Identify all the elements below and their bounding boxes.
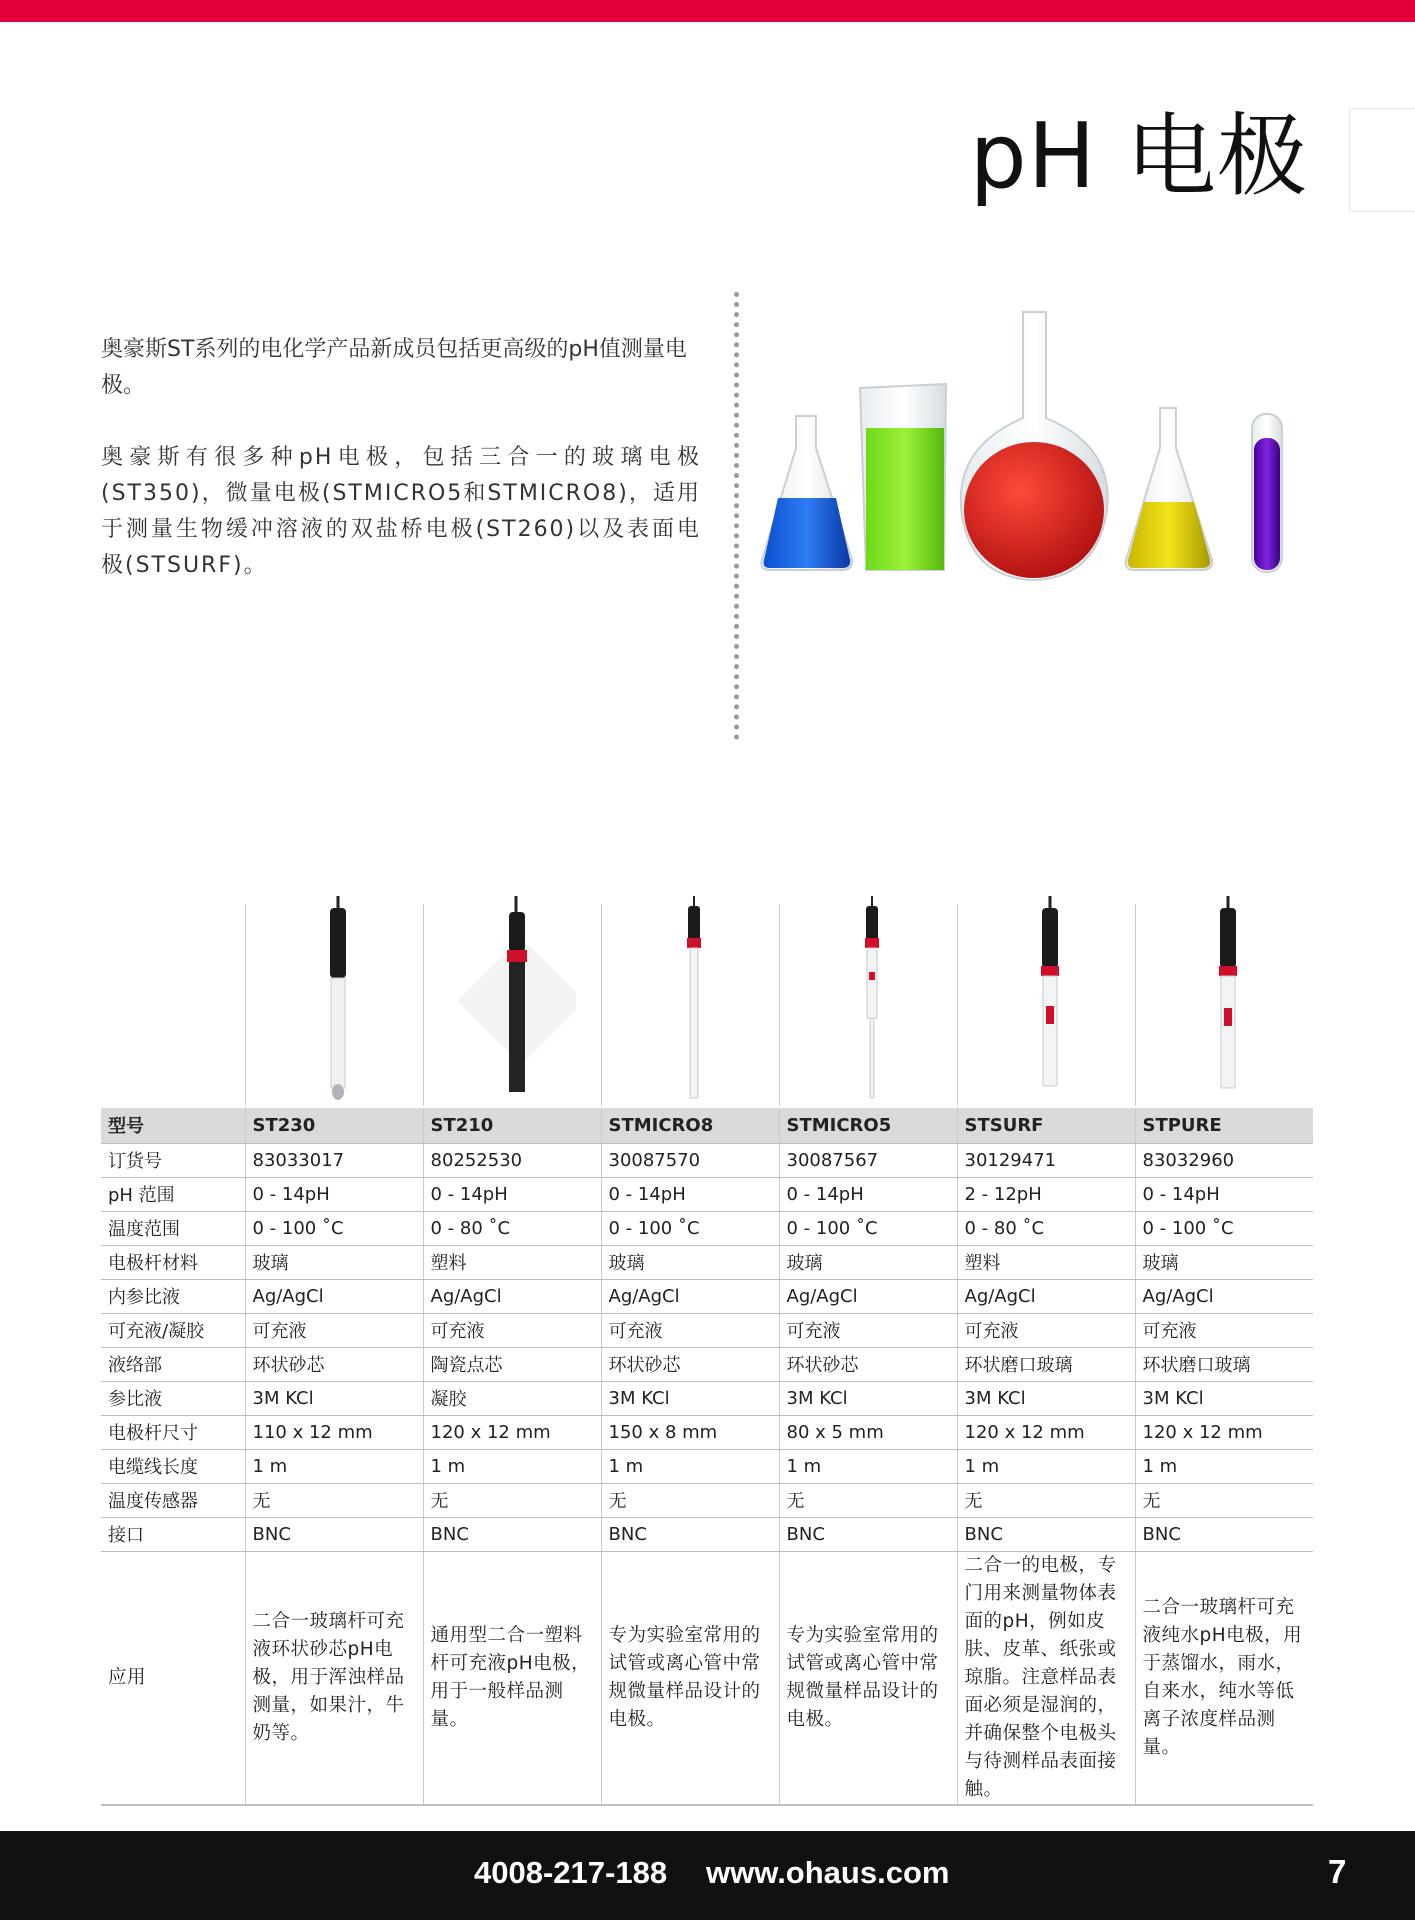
- table-cell: 0 - 80 ˚C: [423, 1211, 601, 1245]
- probe-column-divider: [1135, 904, 1136, 1106]
- table-cell: Ag/AgCl: [1135, 1279, 1313, 1313]
- electrode-image-st230: [278, 896, 398, 1106]
- table-row: [101, 1347, 1313, 1381]
- table-cell: 0 - 14pH: [601, 1177, 779, 1211]
- table-cell: 150 x 8 mm: [601, 1415, 779, 1449]
- table-cell: 3M KCl: [245, 1381, 423, 1415]
- probe-column-divider: [423, 904, 424, 1106]
- table-cell: Ag/AgCl: [957, 1279, 1135, 1313]
- table-cell: 陶瓷点芯: [423, 1347, 601, 1381]
- table-cell: 0 - 100 ˚C: [601, 1211, 779, 1245]
- table-cell: 可充液: [423, 1313, 601, 1347]
- table-cell: 无: [957, 1483, 1135, 1517]
- table-cell: Ag/AgCl: [423, 1279, 601, 1313]
- row-label: 温度范围: [101, 1211, 245, 1245]
- header-label: 型号: [101, 1108, 245, 1143]
- table-cell: 1 m: [423, 1449, 601, 1483]
- table-cell: BNC: [601, 1517, 779, 1551]
- table-cell: 环状磨口玻璃: [957, 1347, 1135, 1381]
- table-cell: 0 - 14pH: [245, 1177, 423, 1211]
- table-cell: 1 m: [1135, 1449, 1313, 1483]
- row-label: 接口: [101, 1517, 245, 1551]
- application-cell: 二合一的电极，专门用来测量物体表面的pH，例如皮肤、皮革、纸张或琼脂。注意样品表面必须是湿润的，并确保整个电极头与待测样品表面接触。: [957, 1551, 1135, 1805]
- table-cell: 玻璃: [601, 1245, 779, 1279]
- table-cell: 可充液: [779, 1313, 957, 1347]
- electrode-image-stmicro8: [634, 896, 754, 1106]
- table-cell: 0 - 80 ˚C: [957, 1211, 1135, 1245]
- table-row: [101, 1517, 1313, 1551]
- probe-column-divider: [957, 904, 958, 1106]
- table-cell: 塑料: [423, 1245, 601, 1279]
- table-cell: BNC: [779, 1517, 957, 1551]
- table-cell: 0 - 100 ˚C: [779, 1211, 957, 1245]
- application-cell: 专为实验室常用的试管或离心管中常规微量样品设计的电极。: [601, 1551, 779, 1805]
- table-row: [101, 1177, 1313, 1211]
- row-label: 电缆线长度: [101, 1449, 245, 1483]
- electrode-image-stsurf: [990, 896, 1110, 1106]
- probe-column-divider: [601, 904, 602, 1106]
- table-cell: 无: [1135, 1483, 1313, 1517]
- row-label: pH 范围: [101, 1177, 245, 1211]
- table-cell: 环状砂芯: [245, 1347, 423, 1381]
- table-cell: 30087570: [601, 1143, 779, 1177]
- table-row: [101, 1449, 1313, 1483]
- table-cell: 0 - 14pH: [1135, 1177, 1313, 1211]
- table-cell: Ag/AgCl: [779, 1279, 957, 1313]
- model-header: ST210: [423, 1108, 601, 1143]
- table-row: [101, 1381, 1313, 1415]
- footer-phone: 4008-217-188: [474, 1855, 668, 1890]
- dotted-divider: [734, 292, 739, 740]
- intro-paragraph-2: 奥豪斯有很多种pH电极，包括三合一的玻璃电极(ST350)，微量电极(STMICRO5和STMICRO8)，适用于测量生物缓冲溶液的双盐桥电极(ST260)以及表面电极(STSURF)。: [101, 445, 701, 578]
- probe-column-divider: [779, 904, 780, 1106]
- table-cell: 可充液: [957, 1313, 1135, 1347]
- table-header-row: [101, 1108, 1313, 1143]
- table-cell: 83033017: [245, 1143, 423, 1177]
- table-cell: 无: [779, 1483, 957, 1517]
- table-cell: 30087567: [779, 1143, 957, 1177]
- probe-column-divider: [245, 904, 246, 1106]
- row-label: 应用: [101, 1551, 245, 1805]
- row-label: 电极杆尺寸: [101, 1415, 245, 1449]
- table-cell: 0 - 14pH: [779, 1177, 957, 1211]
- table-cell: 无: [423, 1483, 601, 1517]
- table-row: [101, 1415, 1313, 1449]
- model-header: STMICRO5: [779, 1108, 957, 1143]
- table-cell: Ag/AgCl: [245, 1279, 423, 1313]
- table-cell: 3M KCl: [779, 1381, 957, 1415]
- table-row: [101, 1211, 1313, 1245]
- table-cell: 玻璃: [1135, 1245, 1313, 1279]
- table-cell: 1 m: [957, 1449, 1135, 1483]
- table-cell: 3M KCl: [1135, 1381, 1313, 1415]
- table-cell: BNC: [423, 1517, 601, 1551]
- table-cell: 可充液: [601, 1313, 779, 1347]
- table-cell: 120 x 12 mm: [957, 1415, 1135, 1449]
- page-number: 7: [1328, 1853, 1347, 1890]
- intro-text: [101, 332, 701, 620]
- table-cell: 玻璃: [245, 1245, 423, 1279]
- title-frame-decoration: [1349, 108, 1415, 212]
- model-header: STMICRO8: [601, 1108, 779, 1143]
- application-row: [101, 1551, 1313, 1805]
- table-cell: 3M KCl: [957, 1381, 1135, 1415]
- table-cell: 0 - 100 ˚C: [245, 1211, 423, 1245]
- table-cell: 30129471: [957, 1143, 1135, 1177]
- table-cell: BNC: [957, 1517, 1135, 1551]
- table-row: [101, 1483, 1313, 1517]
- application-cell: 二合一玻璃杆可充液纯水pH电极，用于蒸馏水，雨水，自来水，纯水等低离子浓度样品测量。: [1135, 1551, 1313, 1805]
- table-cell: 0 - 14pH: [423, 1177, 601, 1211]
- table-cell: Ag/AgCl: [601, 1279, 779, 1313]
- table-cell: 110 x 12 mm: [245, 1415, 423, 1449]
- row-label: 电极杆材料: [101, 1245, 245, 1279]
- table-cell: 83032960: [1135, 1143, 1313, 1177]
- model-header: STPURE: [1135, 1108, 1313, 1143]
- table-cell: 1 m: [779, 1449, 957, 1483]
- electrode-image-stpure: [1168, 896, 1288, 1106]
- table-row: [101, 1143, 1313, 1177]
- table-cell: 0 - 100 ˚C: [1135, 1211, 1313, 1245]
- table-cell: 凝胶: [423, 1381, 601, 1415]
- table-cell: BNC: [245, 1517, 423, 1551]
- table-cell: 可充液: [1135, 1313, 1313, 1347]
- electrode-image-st210: [456, 896, 576, 1106]
- table-cell: 塑料: [957, 1245, 1135, 1279]
- electrode-image-stmicro5: [812, 896, 932, 1106]
- row-label: 可充液/凝胶: [101, 1313, 245, 1347]
- table-cell: 3M KCl: [601, 1381, 779, 1415]
- footer-url: www.ohaus.com: [706, 1855, 950, 1890]
- table-cell: 环状磨口玻璃: [1135, 1347, 1313, 1381]
- table-cell: 无: [601, 1483, 779, 1517]
- row-label: 液络部: [101, 1347, 245, 1381]
- lab-glassware-image: [758, 298, 1303, 588]
- model-header: STSURF: [957, 1108, 1135, 1143]
- table-cell: 可充液: [245, 1313, 423, 1347]
- application-cell: 二合一玻璃杆可充液环状砂芯pH电极，用于浑浊样品测量，如果汁，牛奶等。: [245, 1551, 423, 1805]
- table-cell: 80 x 5 mm: [779, 1415, 957, 1449]
- table-cell: 1 m: [601, 1449, 779, 1483]
- top-accent-bar: [0, 0, 1415, 22]
- intro-paragraph-1: 奥豪斯ST系列的电化学产品新成员包括更高级的pH值测量电极。: [101, 337, 687, 398]
- table-row: [101, 1313, 1313, 1347]
- table-row: [101, 1279, 1313, 1313]
- specification-table: [101, 1108, 1313, 1806]
- row-label: 参比液: [101, 1381, 245, 1415]
- table-cell: 120 x 12 mm: [423, 1415, 601, 1449]
- table-cell: 玻璃: [779, 1245, 957, 1279]
- table-cell: 环状砂芯: [779, 1347, 957, 1381]
- model-header: ST230: [245, 1108, 423, 1143]
- table-cell: 无: [245, 1483, 423, 1517]
- footer-bar: [0, 1831, 1415, 1920]
- row-label: 内参比液: [101, 1279, 245, 1313]
- table-cell: 环状砂芯: [601, 1347, 779, 1381]
- table-cell: BNC: [1135, 1517, 1313, 1551]
- application-cell: 通用型二合一塑料杆可充液pH电极，用于一般样品测量。: [423, 1551, 601, 1805]
- row-label: 订货号: [101, 1143, 245, 1177]
- table-cell: 120 x 12 mm: [1135, 1415, 1313, 1449]
- application-cell: 专为实验室常用的试管或离心管中常规微量样品设计的电极。: [779, 1551, 957, 1805]
- table-cell: 80252530: [423, 1143, 601, 1177]
- table-cell: 1 m: [245, 1449, 423, 1483]
- table-cell: 2 - 12pH: [957, 1177, 1135, 1211]
- row-label: 温度传感器: [101, 1483, 245, 1517]
- page-title: pH 电极: [969, 104, 1308, 209]
- table-row: [101, 1245, 1313, 1279]
